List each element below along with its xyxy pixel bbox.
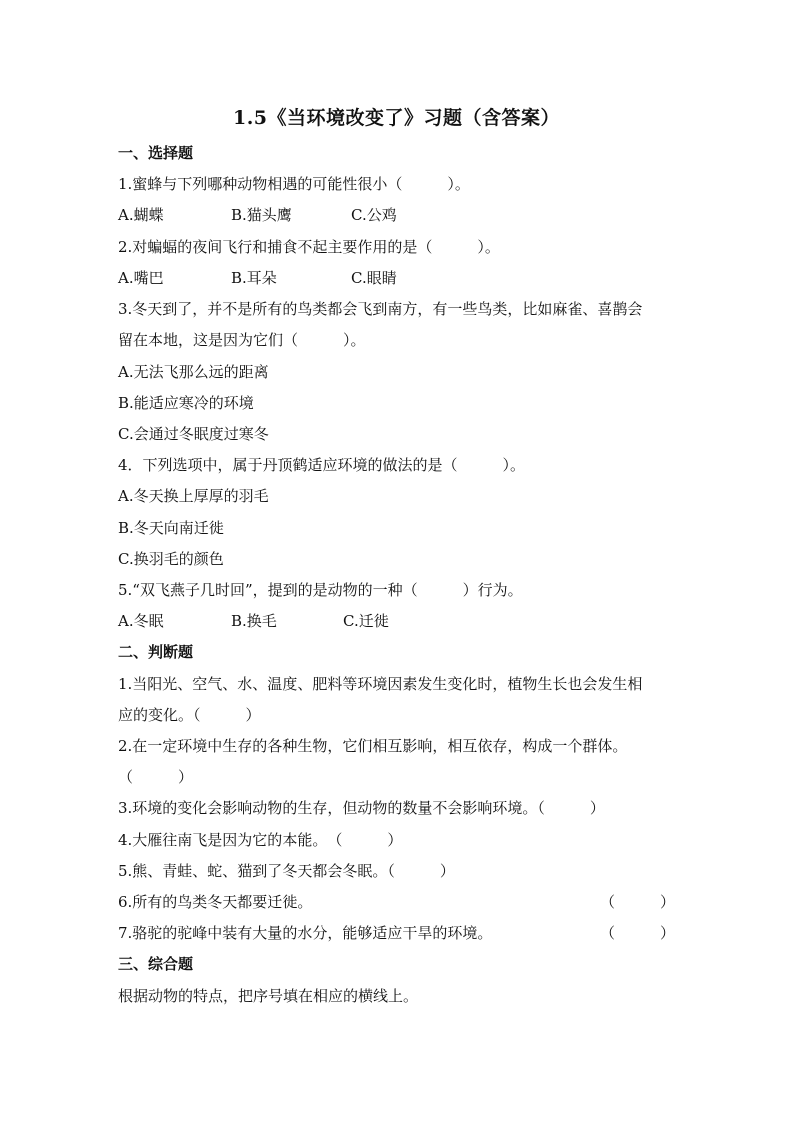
page-title: 1.5《当环境改变了》习题（含答案） (232, 107, 561, 129)
question-3-option-c: C.会通过冬眠度过寒冬 (118, 425, 269, 443)
judgement-7-answer-blank: （ ） (600, 924, 676, 942)
option-a: A.冬眠 (118, 612, 164, 630)
judgement-2-line-2: （ ） (118, 768, 194, 786)
section-heading-comprehensive: 三、综合题 (118, 955, 194, 973)
judgement-4: 4.大雁往南飞是因为它的本能。 （ ） (118, 831, 403, 849)
question-3-line-1: 3.冬天到了，并不是所有的鸟类都会飞到南方，有一些鸟类，比如麻雀、喜鹊会 (118, 300, 643, 318)
question-1-options (118, 205, 397, 225)
option-b: B.换毛 (231, 612, 277, 630)
question-3-option-b: B.能适应寒冷的环境 (118, 394, 254, 412)
question-2: 2.对蝙蝠的夜间飞行和捕食不起主要作用的是（ ）。 (118, 238, 500, 256)
question-3-option-a: A.无法飞那么远的距离 (118, 363, 269, 381)
judgement-1-line-2: 应的变化。（ ） (118, 706, 261, 724)
judgement-5: 5.熊、青蛙、蛇、猫到了冬天都会冬眠。（ ） (118, 862, 455, 880)
judgement-7: 7.骆驼的驼峰中装有大量的水分，能够适应干旱的环境。 (118, 924, 493, 942)
question-5-options (118, 611, 389, 631)
comprehensive-instruction: 根据动物的特点，把序号填在相应的横线上。 (118, 987, 419, 1005)
question-1: 1.蜜蜂与下列哪种动物相遇的可能性很小（ ）。 (118, 175, 470, 193)
judgement-3: 3.环境的变化会影响动物的生存，但动物的数量不会影响环境。（ ） (118, 799, 605, 817)
question-2-options (118, 268, 397, 288)
question-3-line-2: 留在本地，这是因为它们（ ）。 (118, 331, 366, 349)
question-5: 5.“双飞燕子几时回”，提到的是动物的一种（ ）行为。 (118, 581, 523, 599)
option-b: B.猫头鹰 (231, 206, 292, 224)
option-c: C.迁徙 (343, 612, 389, 630)
question-4-option-c: C.换羽毛的颜色 (118, 550, 224, 568)
judgement-1-line-1: 1.当阳光、空气、水、温度、肥料等环境因素发生变化时，植物生长也会发生相 (118, 675, 643, 693)
question-4: 4．下列选项中，属于丹顶鹤适应环境的做法的是（ ）。 (118, 456, 526, 474)
judgement-6-answer-blank: （ ） (600, 893, 676, 911)
option-c: C.眼睛 (351, 269, 397, 287)
option-a: A.嘴巴 (118, 269, 164, 287)
section-heading-judgement: 二、判断题 (118, 643, 194, 661)
judgement-2-line-1: 2.在一定环境中生存的各种生物，它们相互影响，相互依存，构成一个群体。 (118, 737, 628, 755)
option-c: C.公鸡 (351, 206, 397, 224)
option-a: A.蝴蝶 (118, 206, 164, 224)
question-4-option-b: B.冬天向南迁徙 (118, 519, 224, 537)
question-4-option-a: A.冬天换上厚厚的羽毛 (118, 487, 269, 505)
judgement-6: 6.所有的鸟类冬天都要迁徙。 (118, 893, 313, 911)
option-b: B.耳朵 (231, 269, 277, 287)
section-heading-choice: 一、选择题 (118, 144, 194, 162)
